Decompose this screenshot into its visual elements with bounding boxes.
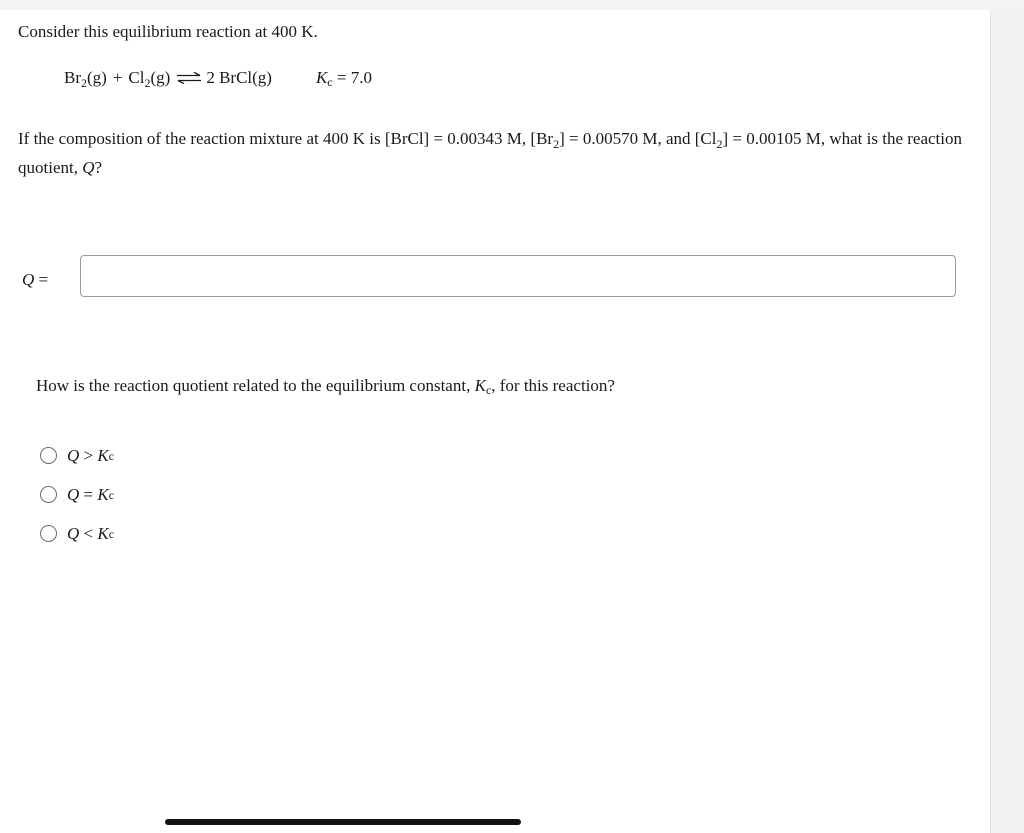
top-strip [0,0,1024,10]
reaction-equation [64,68,372,88]
plus-sign: + [112,68,123,87]
question-text: If the composition of the reaction mixture at 400 K is [BrCl] = 0.00343 M, $[Br_2] = 0.00570$ M, and $[Cl_2] = 0.00105$ M, what is the reaction quotient, Q? [18,129,962,177]
option-q-less-than-kc[interactable]: Q < K c [40,514,114,553]
product-brcl: 2 BrCl(g) [206,68,272,87]
comparison-question: How is the reaction quotient related to the equilibrium constant, Kc, for this reaction? [36,376,615,397]
answer-label: Q = [22,270,49,289]
question-page [0,10,991,833]
q-answer-input[interactable] [80,255,956,297]
radio-button[interactable] [40,447,57,464]
option-q-greater-than-kc[interactable]: Q > K c [40,436,114,475]
reactant-br2: $Br_2(g)$ [64,68,107,90]
equilibrium-arrow-icon [176,72,202,84]
radio-button[interactable] [40,486,57,503]
reactant-cl2: $Cl_2(g)$ [128,68,171,90]
equilibrium-constant: Kc = 7.0 [315,68,372,89]
intro-text: Consider this equilibrium reaction at 400 K. [18,22,318,41]
comparison-options [40,436,114,553]
option-q-equal-kc[interactable]: Q = K c [40,475,114,514]
radio-button[interactable] [40,525,57,542]
scroll-indicator[interactable] [165,819,521,825]
